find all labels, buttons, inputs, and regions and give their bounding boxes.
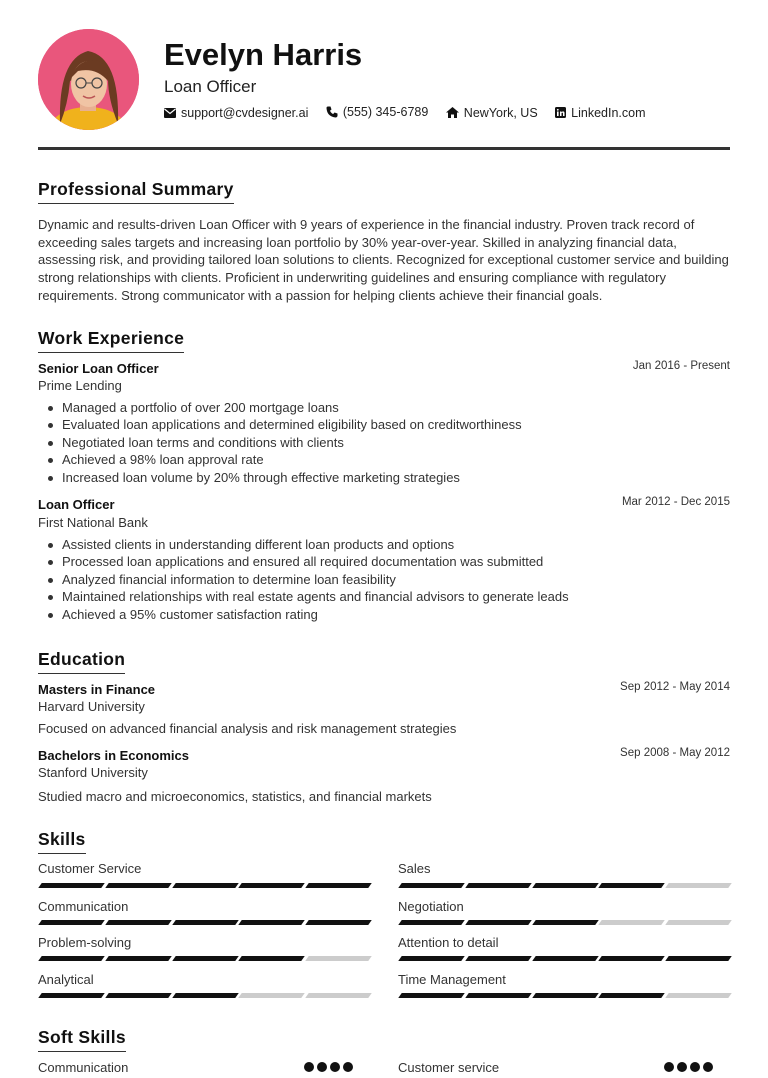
- edu-school: Stanford University: [38, 765, 148, 780]
- skill-segment-filled: [598, 993, 665, 998]
- section-heading-experience: Work Experience: [38, 328, 184, 353]
- skill-segment-empty: [665, 883, 732, 888]
- home-icon: [446, 107, 459, 118]
- section-heading-skills: Skills: [38, 829, 86, 854]
- soft-skill-label: Customer service: [398, 1060, 500, 1075]
- job-bullets: [46, 536, 726, 623]
- job-bullets: [46, 399, 726, 486]
- edu-school: Harvard University: [38, 699, 145, 714]
- edu-description: Focused on advanced financial analysis and risk management strategies: [38, 721, 457, 736]
- edu-dates: Sep 2008 - May 2012: [620, 747, 730, 759]
- job-dates: Jan 2016 - Present: [632, 360, 730, 372]
- section-heading-summary: Professional Summary: [38, 179, 234, 204]
- skill-label: Communication: [38, 899, 129, 914]
- skill-segment-empty: [665, 920, 732, 925]
- rating-dot: [317, 1062, 327, 1072]
- rating-dot: [703, 1062, 713, 1072]
- list-item: Assisted clients in understanding different loan products and options: [46, 536, 726, 553]
- skill-segment-filled: [238, 883, 305, 888]
- skill-segment-filled: [105, 956, 172, 961]
- skill-label: Sales: [398, 861, 431, 876]
- job-title: Loan Officer: [38, 497, 115, 512]
- skill-segment-filled: [532, 956, 599, 961]
- skill-segment-filled: [172, 956, 239, 961]
- profile-photo: [38, 29, 139, 130]
- skill-segment-filled: [465, 920, 532, 925]
- skill-segment-filled: [305, 883, 372, 888]
- skill-segment-empty: [598, 920, 665, 925]
- edu-degree: Masters in Finance: [38, 682, 156, 697]
- skill-bar: [400, 883, 730, 888]
- list-item: Evaluated loan applications and determined eligibility based on creditworthiness: [46, 416, 726, 433]
- phone-icon: [326, 106, 338, 118]
- skill-segment-filled: [398, 956, 465, 961]
- skill-bar: [400, 920, 730, 925]
- candidate-title: Loan Officer: [164, 77, 257, 96]
- skill-segment-filled: [398, 993, 465, 998]
- job-title: Senior Loan Officer: [38, 361, 159, 376]
- skill-bar: [40, 956, 370, 961]
- contact-phone[interactable]: [326, 105, 428, 119]
- contact-location-text: NewYork, US: [463, 105, 538, 120]
- skill-label: Negotiation: [398, 899, 464, 914]
- soft-skill-label: Communication: [38, 1060, 129, 1075]
- resume-header: [38, 29, 730, 131]
- skill-segment-filled: [172, 883, 239, 888]
- list-item: Achieved a 98% loan approval rate: [46, 451, 726, 468]
- skill-segment-filled: [465, 956, 532, 961]
- edu-dates: Sep 2012 - May 2014: [620, 681, 730, 693]
- skill-segment-filled: [105, 993, 172, 998]
- skill-segment-filled: [398, 920, 465, 925]
- skill-segment-filled: [105, 883, 172, 888]
- rating-dot: [330, 1062, 340, 1072]
- skill-segment-filled: [532, 993, 599, 998]
- contact-row: [164, 105, 660, 121]
- skill-segment-filled: [38, 956, 105, 961]
- skill-label: Attention to detail: [398, 935, 499, 950]
- skill-segment-filled: [465, 993, 532, 998]
- contact-linkedin[interactable]: [555, 106, 645, 120]
- skill-segment-filled: [532, 883, 599, 888]
- skill-segment-filled: [105, 920, 172, 925]
- skill-bar: [400, 993, 730, 998]
- skill-bar: [400, 956, 730, 961]
- skill-label: Customer Service: [38, 861, 142, 876]
- job-company: First National Bank: [38, 515, 148, 530]
- skill-segment-filled: [665, 956, 732, 961]
- skill-label: Problem-solving: [38, 935, 132, 950]
- skill-segment-filled: [38, 920, 105, 925]
- skill-label: Analytical: [38, 972, 94, 987]
- skill-segment-empty: [238, 993, 305, 998]
- skill-segment-filled: [305, 920, 372, 925]
- skill-segment-filled: [598, 883, 665, 888]
- skill-segment-empty: [305, 956, 372, 961]
- rating-dot: [343, 1062, 353, 1072]
- envelope-icon: [164, 108, 176, 118]
- avatar: [38, 29, 139, 130]
- section-heading-soft-skills: Soft Skills: [38, 1027, 126, 1052]
- skill-bar: [40, 993, 370, 998]
- skill-bar: [40, 920, 370, 925]
- linkedin-icon: [555, 107, 566, 118]
- skill-segment-filled: [38, 883, 105, 888]
- rating-dot: [304, 1062, 314, 1072]
- contact-linkedin-text: LinkedIn.com: [571, 105, 646, 120]
- summary-text: Dynamic and results-driven Loan Officer with 9 years of experience in the financial industry. Proven track record of exceeding sales targets and increasing loan portfolio by 30% year-over-year. Skilled in analyzing financial data, assessing risk, and providing tailored loan solutions to clients. Recognized for exceptional customer service and building strong relationships with clients. Proficient in underwriting guidelines and ensuring compliance with regulatory requirements. Strong communicator with a passion for helping clients achieve their financial goals.: [38, 217, 729, 303]
- contact-email-text: support@cvdesigner.ai: [181, 106, 309, 120]
- candidate-name: Evelyn Harris: [164, 37, 363, 72]
- skill-segment-filled: [38, 993, 105, 998]
- skill-segment-empty: [305, 993, 372, 998]
- list-item: Maintained relationships with real estate agents and financial advisors to generate leads: [46, 588, 726, 605]
- list-item: Analyzed financial information to determine loan feasibility: [46, 571, 726, 588]
- job-dates: Mar 2012 - Dec 2015: [621, 496, 730, 508]
- edu-degree: Bachelors in Economics: [38, 748, 189, 763]
- list-item: Increased loan volume by 20% through effective marketing strategies: [46, 469, 726, 486]
- rating-dot: [664, 1062, 674, 1072]
- rating-dot: [690, 1062, 700, 1072]
- skill-segment-filled: [238, 920, 305, 925]
- soft-skill-rating: [304, 1062, 353, 1072]
- list-item: Managed a portfolio of over 200 mortgage loans: [46, 399, 726, 416]
- rating-dot: [677, 1062, 687, 1072]
- skill-segment-empty: [665, 993, 732, 998]
- skill-bar: [40, 883, 370, 888]
- contact-phone-text: (555) 345-6789: [342, 105, 429, 119]
- contact-location: [446, 106, 538, 120]
- list-item: Achieved a 95% customer satisfaction rating: [46, 606, 726, 623]
- skill-segment-filled: [172, 920, 239, 925]
- edu-description: Studied macro and microeconomics, statistics, and financial markets: [38, 789, 432, 804]
- contact-email[interactable]: [164, 106, 308, 120]
- skill-segment-filled: [598, 956, 665, 961]
- section-heading-education: Education: [38, 649, 125, 674]
- skill-segment-filled: [238, 956, 305, 961]
- skill-segment-filled: [465, 883, 532, 888]
- skill-segment-filled: [398, 883, 465, 888]
- skill-label: Time Management: [398, 972, 506, 987]
- skill-segment-filled: [532, 920, 599, 925]
- header-divider: [38, 147, 730, 150]
- list-item: Negotiated loan terms and conditions with clients: [46, 434, 726, 451]
- list-item: Processed loan applications and ensured all required documentation was submitted: [46, 553, 726, 570]
- job-company: Prime Lending: [38, 378, 122, 393]
- soft-skill-rating: [664, 1062, 713, 1072]
- skill-segment-filled: [172, 993, 239, 998]
